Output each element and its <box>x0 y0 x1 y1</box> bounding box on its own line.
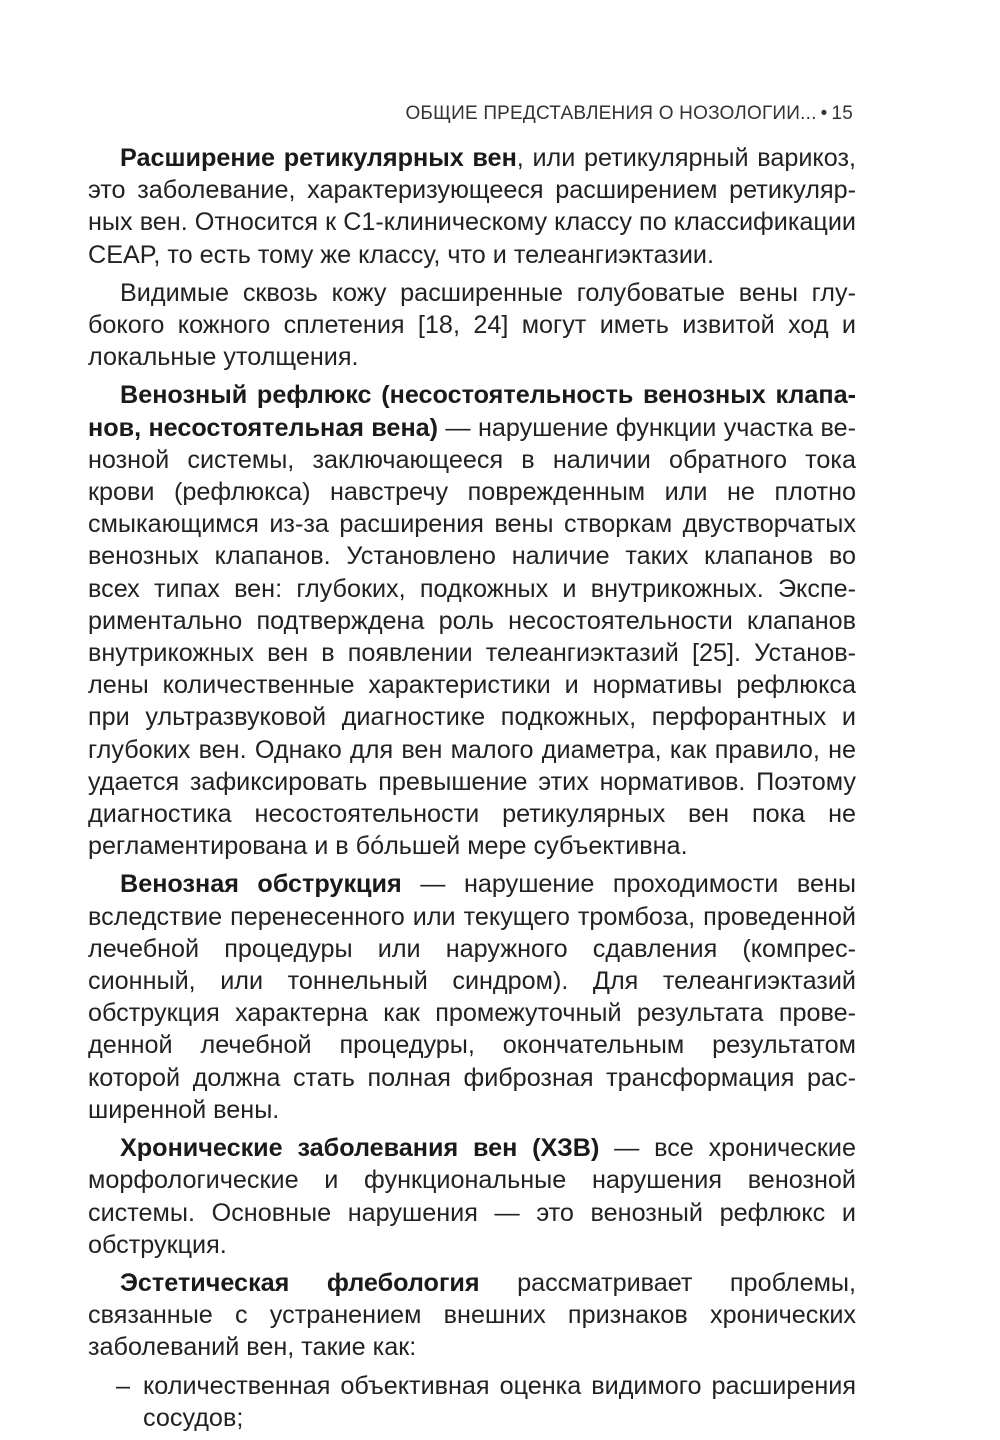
dash-bullet-icon: – <box>116 1371 131 1400</box>
bullet-list <box>88 1370 856 1434</box>
paragraph-visible-veins <box>88 277 856 374</box>
paragraph-reticular-veins <box>88 142 856 271</box>
term-chronic-venous-disease: Хронические заболевания вен (ХЗВ) <box>120 1134 600 1163</box>
term-venous-obstruction: Венозная обструкция <box>120 870 402 899</box>
running-title: ОБЩИЕ ПРЕДСТАВЛЕНИЯ О НОЗОЛОГИИ... <box>405 103 817 124</box>
paragraph-aesthetic-phlebology <box>88 1267 856 1364</box>
paragraph-chronic-venous-disease <box>88 1132 856 1261</box>
paragraph-text: — нарушение проходимости вены вследствие перенесенного или текущего тромбоза, проведенной лечебной процедуры или наружного сдавления (компрессионный, или тоннельный синдром). Для телеангиэктазий обструкция характерна как промежуточный результата проведенной лечебной процедуры, окончательным результатом которой должна стать полная фиброзная трансформация расширенной вены. <box>88 870 856 1124</box>
term-aesthetic-phlebology: Эстетическая флебология <box>120 1268 480 1297</box>
page-number: 15 <box>831 103 853 124</box>
paragraph-venous-obstruction <box>88 868 856 1126</box>
term-venous-reflux: Венозный рефлюкс (несостоятельность венозных клапанов, несостоятельная вена) <box>88 381 856 442</box>
running-header <box>405 103 853 125</box>
page-body <box>88 142 856 1434</box>
list-item <box>88 1370 856 1434</box>
header-separator: • <box>820 103 828 124</box>
paragraph-text: — нарушение функции участка венозной системы, заключающееся в наличии обратного тока крови (рефлюкса) навстречу поврежденным или не плотно смыкающимся из-за расширения вены створкам двустворчатых венозных клапанов. Установлено наличие таких клапанов во всех типах вен: глубоких, подкожных и внутрикожных. Экспериментально подтверждена роль несостоятельности клапанов внутрикожных вен в появлении телеангиэктазий [25]. Установлены количественные характеристики и нормативы рефлюкса при ультразвуковой диагностике подкожных, перфорантных и глубоких вен. Однако для вен малого диаметра, как правило, не удается зафиксировать превышение этих нормативов. Поэтому диагностика несостоятельности ретикулярных вен пока не регламентирована и в бóльшей мере субъективна. <box>88 413 857 861</box>
paragraph-text: — все хронические морфологические и функциональные нарушения венозной системы. Основные нарушения — это венозный рефлюкс и обструкция. <box>88 1134 857 1259</box>
paragraph-text: Видимые сквозь кожу расширенные голубоватые вены глубокого кожного сплетения [18, 24] могут иметь извитой ход и локальные утолщения. <box>88 278 856 372</box>
paragraph-text: , или ретикулярный варикоз, это заболевание, характеризующееся расширением ретикулярных вен. Относится к С1-клиническому классу по классификации CEAP, то есть тому же классу, что и телеангиэктазии. <box>88 144 856 269</box>
paragraph-venous-reflux <box>88 379 856 862</box>
term-reticular-veins: Расширение ретикулярных вен <box>120 144 517 172</box>
list-item-text: количественная объективная оценка видимого расширения сосудов; <box>143 1371 856 1432</box>
paragraph-text: рассматривает проблемы, связанные с устранением внешних признаков хронических заболеваний вен, такие как: <box>88 1268 856 1362</box>
